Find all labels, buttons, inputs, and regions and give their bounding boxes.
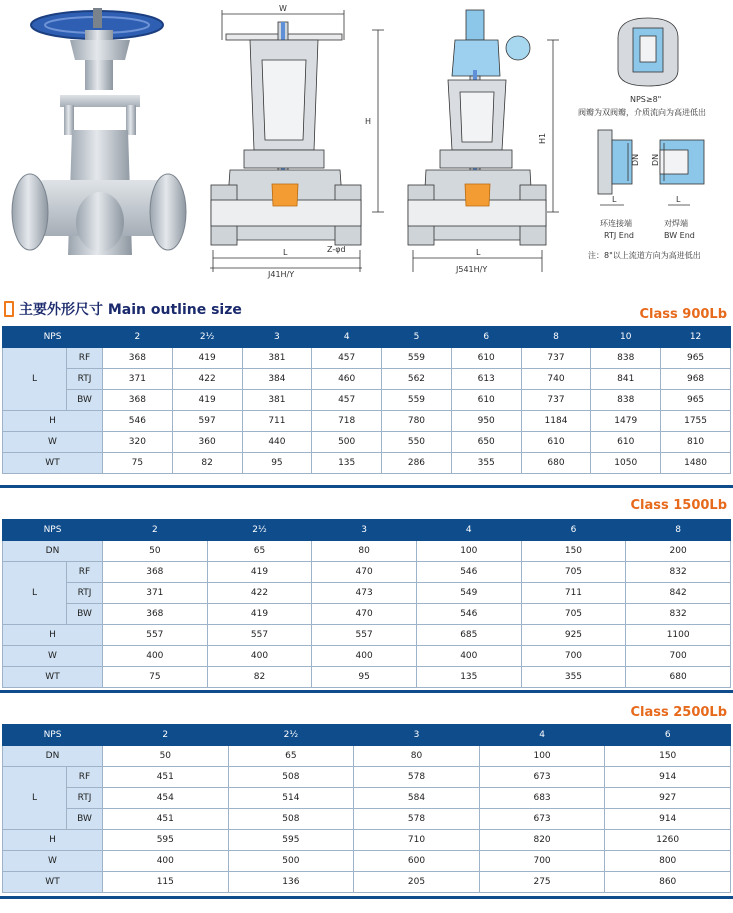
value-cell: 384 bbox=[242, 369, 312, 390]
value-cell: 613 bbox=[451, 369, 521, 390]
value-cell: 371 bbox=[103, 583, 208, 604]
value-cell: 559 bbox=[382, 390, 452, 411]
l-row-bw bbox=[3, 809, 731, 830]
l-row-rf bbox=[3, 562, 731, 583]
nps-value-cell: 2 bbox=[103, 520, 208, 541]
end-type-cell: RTJ bbox=[67, 788, 103, 809]
dn-label-rtj: DN bbox=[631, 153, 640, 166]
nps-value-cell: 6 bbox=[605, 725, 731, 746]
value-cell: 737 bbox=[521, 348, 591, 369]
dn-value-cell: 50 bbox=[103, 541, 208, 562]
value-cell: 740 bbox=[521, 369, 591, 390]
nps-value-cell: 5 bbox=[382, 327, 452, 348]
value-cell: 82 bbox=[172, 453, 242, 474]
value-cell: 473 bbox=[312, 583, 417, 604]
value-cell: 422 bbox=[207, 583, 312, 604]
value-cell: 562 bbox=[382, 369, 452, 390]
j41-drawing bbox=[210, 10, 384, 272]
value-cell: 368 bbox=[103, 604, 208, 625]
nps-value-cell: 2 bbox=[103, 327, 173, 348]
value-cell: 400 bbox=[103, 646, 208, 667]
l-label: L bbox=[283, 248, 288, 257]
rtj-cn: 环连接端 bbox=[600, 219, 632, 228]
l-label-cell: L bbox=[3, 348, 67, 411]
value-cell: 457 bbox=[312, 348, 382, 369]
value-cell: 400 bbox=[312, 646, 417, 667]
value-cell: 584 bbox=[354, 788, 480, 809]
value-cell: 832 bbox=[626, 604, 731, 625]
value-cell: 400 bbox=[103, 851, 229, 872]
valve-photo bbox=[12, 8, 186, 255]
value-cell: 718 bbox=[312, 411, 382, 432]
value-cell: 422 bbox=[172, 369, 242, 390]
table-bottom-rule bbox=[0, 690, 733, 693]
value-cell: 500 bbox=[312, 432, 382, 453]
value-cell: 355 bbox=[521, 667, 626, 688]
table-bottom-rule bbox=[0, 485, 733, 488]
table-bottom-rule bbox=[0, 896, 733, 899]
value-cell: 1100 bbox=[626, 625, 731, 646]
dn-value-cell: 65 bbox=[228, 746, 354, 767]
value-cell: 711 bbox=[521, 583, 626, 604]
value-cell: 700 bbox=[521, 646, 626, 667]
model-j41: J41H/Y bbox=[268, 270, 295, 279]
model-j541: J541H/Y bbox=[456, 265, 488, 274]
value-cell: 286 bbox=[382, 453, 452, 474]
value-cell: 371 bbox=[103, 369, 173, 390]
nps-value-cell: 2 bbox=[103, 725, 229, 746]
value-cell: 595 bbox=[228, 830, 354, 851]
value-cell: 454 bbox=[103, 788, 229, 809]
value-cell: 559 bbox=[382, 348, 452, 369]
value-cell: 82 bbox=[207, 667, 312, 688]
section-title bbox=[4, 300, 242, 318]
section-marker bbox=[4, 301, 14, 317]
value-cell: 75 bbox=[103, 453, 173, 474]
value-cell: 419 bbox=[172, 390, 242, 411]
value-cell: 965 bbox=[661, 348, 731, 369]
dn-value-cell: 200 bbox=[626, 541, 731, 562]
value-cell: 860 bbox=[605, 872, 731, 893]
row-label-cell: W bbox=[3, 646, 103, 667]
value-cell: 546 bbox=[416, 604, 521, 625]
value-cell: 1480 bbox=[661, 453, 731, 474]
value-cell: 710 bbox=[354, 830, 480, 851]
class-1500-table bbox=[2, 519, 731, 688]
nps-value-cell: 2½ bbox=[172, 327, 242, 348]
value-cell: 610 bbox=[451, 348, 521, 369]
value-cell: 451 bbox=[103, 767, 229, 788]
nps-value-cell: 2½ bbox=[228, 725, 354, 746]
row-label-cell: WT bbox=[3, 872, 103, 893]
nps-value-cell: 3 bbox=[242, 327, 312, 348]
value-cell: 95 bbox=[242, 453, 312, 474]
nps-value-cell: 4 bbox=[312, 327, 382, 348]
value-cell: 680 bbox=[626, 667, 731, 688]
value-cell: 810 bbox=[661, 432, 731, 453]
nps-value-cell: 2½ bbox=[207, 520, 312, 541]
value-cell: 705 bbox=[521, 604, 626, 625]
h-row bbox=[3, 411, 731, 432]
nps-header-row bbox=[3, 725, 731, 746]
value-cell: 925 bbox=[521, 625, 626, 646]
value-cell: 842 bbox=[626, 583, 731, 604]
value-cell: 673 bbox=[479, 767, 605, 788]
value-cell: 368 bbox=[103, 562, 208, 583]
dn-row bbox=[3, 746, 731, 767]
row-label-cell: W bbox=[3, 432, 103, 453]
dn-value-cell: 50 bbox=[103, 746, 229, 767]
h-row bbox=[3, 625, 731, 646]
value-cell: 320 bbox=[103, 432, 173, 453]
dn-value-cell: 100 bbox=[416, 541, 521, 562]
double-disc-note: 阀瓣为双阀瓣，介质流向为高进低出 bbox=[578, 108, 706, 117]
value-cell: 950 bbox=[451, 411, 521, 432]
value-cell: 610 bbox=[591, 432, 661, 453]
value-cell: 968 bbox=[661, 369, 731, 390]
end-type-cell: RF bbox=[67, 348, 103, 369]
value-cell: 500 bbox=[228, 851, 354, 872]
value-cell: 275 bbox=[479, 872, 605, 893]
dn-label-cell: DN bbox=[3, 541, 103, 562]
row-label-cell: WT bbox=[3, 667, 103, 688]
value-cell: 610 bbox=[521, 432, 591, 453]
h-label: H bbox=[365, 117, 372, 126]
nps-header-row bbox=[3, 327, 731, 348]
dn-value-cell: 100 bbox=[479, 746, 605, 767]
dn-value-cell: 65 bbox=[207, 541, 312, 562]
value-cell: 820 bbox=[479, 830, 605, 851]
row-label-cell: WT bbox=[3, 453, 103, 474]
l-row-rf bbox=[3, 348, 731, 369]
value-cell: 457 bbox=[312, 390, 382, 411]
value-cell: 368 bbox=[103, 390, 173, 411]
end-type-cell: BW bbox=[67, 390, 103, 411]
valve-drawings bbox=[0, 0, 733, 280]
w-row bbox=[3, 432, 731, 453]
value-cell: 400 bbox=[416, 646, 521, 667]
l-row-rtj bbox=[3, 583, 731, 604]
row-label-cell: H bbox=[3, 830, 103, 851]
value-cell: 508 bbox=[228, 767, 354, 788]
w-label: W bbox=[279, 4, 287, 13]
nps-value-cell: 10 bbox=[591, 327, 661, 348]
w-row bbox=[3, 851, 731, 872]
value-cell: 832 bbox=[626, 562, 731, 583]
value-cell: 1755 bbox=[661, 411, 731, 432]
nps-note: NPS≥8" bbox=[630, 95, 662, 104]
value-cell: 800 bbox=[605, 851, 731, 872]
value-cell: 419 bbox=[207, 562, 312, 583]
rtj-end-detail bbox=[598, 130, 632, 205]
l-row-bw bbox=[3, 390, 731, 411]
value-cell: 595 bbox=[103, 830, 229, 851]
dn-label-cell: DN bbox=[3, 746, 103, 767]
end-type-cell: RF bbox=[67, 562, 103, 583]
value-cell: 557 bbox=[312, 625, 417, 646]
nps-label-cell: NPS bbox=[3, 327, 103, 348]
value-cell: 914 bbox=[605, 809, 731, 830]
value-cell: 546 bbox=[103, 411, 173, 432]
h1-label: H1 bbox=[538, 132, 547, 144]
nps-label-cell: NPS bbox=[3, 725, 103, 746]
value-cell: 514 bbox=[228, 788, 354, 809]
value-cell: 578 bbox=[354, 767, 480, 788]
value-cell: 683 bbox=[479, 788, 605, 809]
class-2500-table bbox=[2, 724, 731, 893]
row-label-cell: H bbox=[3, 411, 103, 432]
value-cell: 737 bbox=[521, 390, 591, 411]
l-row-rf bbox=[3, 767, 731, 788]
value-cell: 549 bbox=[416, 583, 521, 604]
value-cell: 597 bbox=[172, 411, 242, 432]
value-cell: 838 bbox=[591, 390, 661, 411]
l-row-rtj bbox=[3, 369, 731, 390]
bw-end-detail bbox=[660, 140, 704, 205]
l-label-cell: L bbox=[3, 562, 67, 625]
dn-value-cell: 150 bbox=[605, 746, 731, 767]
l-label-2: L bbox=[476, 248, 481, 257]
value-cell: 381 bbox=[242, 390, 312, 411]
value-cell: 610 bbox=[451, 390, 521, 411]
value-cell: 600 bbox=[354, 851, 480, 872]
value-cell: 75 bbox=[103, 667, 208, 688]
h-row bbox=[3, 830, 731, 851]
nps-value-cell: 3 bbox=[354, 725, 480, 746]
value-cell: 700 bbox=[626, 646, 731, 667]
l-small-bw: L bbox=[676, 195, 681, 204]
l-row-rtj bbox=[3, 788, 731, 809]
footnote: 注：8"以上流道方向为高进低出 bbox=[588, 251, 701, 260]
value-cell: 914 bbox=[605, 767, 731, 788]
z-label: Z-φd bbox=[327, 245, 346, 254]
value-cell: 780 bbox=[382, 411, 452, 432]
section-title-text: 主要外形尺寸 Main outline size bbox=[19, 302, 242, 318]
value-cell: 368 bbox=[103, 348, 173, 369]
wt-row bbox=[3, 872, 731, 893]
value-cell: 419 bbox=[207, 604, 312, 625]
value-cell: 578 bbox=[354, 809, 480, 830]
bw-en: BW End bbox=[664, 231, 695, 240]
double-disc-detail bbox=[618, 18, 678, 86]
value-cell: 1050 bbox=[591, 453, 661, 474]
value-cell: 136 bbox=[228, 872, 354, 893]
valve-figure bbox=[0, 0, 733, 280]
value-cell: 838 bbox=[591, 348, 661, 369]
l-label-cell: L bbox=[3, 767, 67, 830]
value-cell: 460 bbox=[312, 369, 382, 390]
end-type-cell: BW bbox=[67, 604, 103, 625]
value-cell: 451 bbox=[103, 809, 229, 830]
nps-value-cell: 8 bbox=[626, 520, 731, 541]
j541-drawing bbox=[408, 10, 559, 272]
dn-row bbox=[3, 541, 731, 562]
value-cell: 381 bbox=[242, 348, 312, 369]
value-cell: 400 bbox=[207, 646, 312, 667]
value-cell: 135 bbox=[312, 453, 382, 474]
value-cell: 440 bbox=[242, 432, 312, 453]
value-cell: 470 bbox=[312, 604, 417, 625]
end-type-cell: RTJ bbox=[67, 583, 103, 604]
value-cell: 1260 bbox=[605, 830, 731, 851]
dn-label-bw: DN bbox=[651, 153, 660, 166]
value-cell: 557 bbox=[207, 625, 312, 646]
value-cell: 705 bbox=[521, 562, 626, 583]
nps-label-cell: NPS bbox=[3, 520, 103, 541]
nps-value-cell: 4 bbox=[479, 725, 605, 746]
value-cell: 95 bbox=[312, 667, 417, 688]
nps-value-cell: 12 bbox=[661, 327, 731, 348]
dn-value-cell: 80 bbox=[354, 746, 480, 767]
value-cell: 1184 bbox=[521, 411, 591, 432]
w-row bbox=[3, 646, 731, 667]
end-type-cell: BW bbox=[67, 809, 103, 830]
l-small-rtj: L bbox=[612, 195, 617, 204]
bw-cn: 对焊端 bbox=[664, 219, 688, 228]
row-label-cell: H bbox=[3, 625, 103, 646]
value-cell: 700 bbox=[479, 851, 605, 872]
class-2500-title: Class 2500Lb bbox=[630, 705, 727, 720]
value-cell: 557 bbox=[103, 625, 208, 646]
value-cell: 135 bbox=[416, 667, 521, 688]
value-cell: 711 bbox=[242, 411, 312, 432]
value-cell: 685 bbox=[416, 625, 521, 646]
value-cell: 550 bbox=[382, 432, 452, 453]
value-cell: 965 bbox=[661, 390, 731, 411]
value-cell: 680 bbox=[521, 453, 591, 474]
nps-value-cell: 6 bbox=[521, 520, 626, 541]
value-cell: 205 bbox=[354, 872, 480, 893]
dn-value-cell: 80 bbox=[312, 541, 417, 562]
value-cell: 650 bbox=[451, 432, 521, 453]
class-1500-title: Class 1500Lb bbox=[630, 498, 727, 513]
value-cell: 927 bbox=[605, 788, 731, 809]
wt-row bbox=[3, 453, 731, 474]
rtj-en: RTJ End bbox=[604, 231, 634, 240]
value-cell: 1479 bbox=[591, 411, 661, 432]
nps-header-row bbox=[3, 520, 731, 541]
nps-value-cell: 6 bbox=[451, 327, 521, 348]
nps-value-cell: 8 bbox=[521, 327, 591, 348]
class-900-title: Class 900Lb bbox=[639, 307, 727, 322]
nps-value-cell: 4 bbox=[416, 520, 521, 541]
value-cell: 360 bbox=[172, 432, 242, 453]
nps-value-cell: 3 bbox=[312, 520, 417, 541]
value-cell: 470 bbox=[312, 562, 417, 583]
value-cell: 841 bbox=[591, 369, 661, 390]
row-label-cell: W bbox=[3, 851, 103, 872]
end-type-cell: RTJ bbox=[67, 369, 103, 390]
l-row-bw bbox=[3, 604, 731, 625]
value-cell: 355 bbox=[451, 453, 521, 474]
value-cell: 508 bbox=[228, 809, 354, 830]
class-900-table bbox=[2, 326, 731, 474]
value-cell: 546 bbox=[416, 562, 521, 583]
wt-row bbox=[3, 667, 731, 688]
value-cell: 419 bbox=[172, 348, 242, 369]
end-type-cell: RF bbox=[67, 767, 103, 788]
value-cell: 673 bbox=[479, 809, 605, 830]
dn-value-cell: 150 bbox=[521, 541, 626, 562]
value-cell: 115 bbox=[103, 872, 229, 893]
